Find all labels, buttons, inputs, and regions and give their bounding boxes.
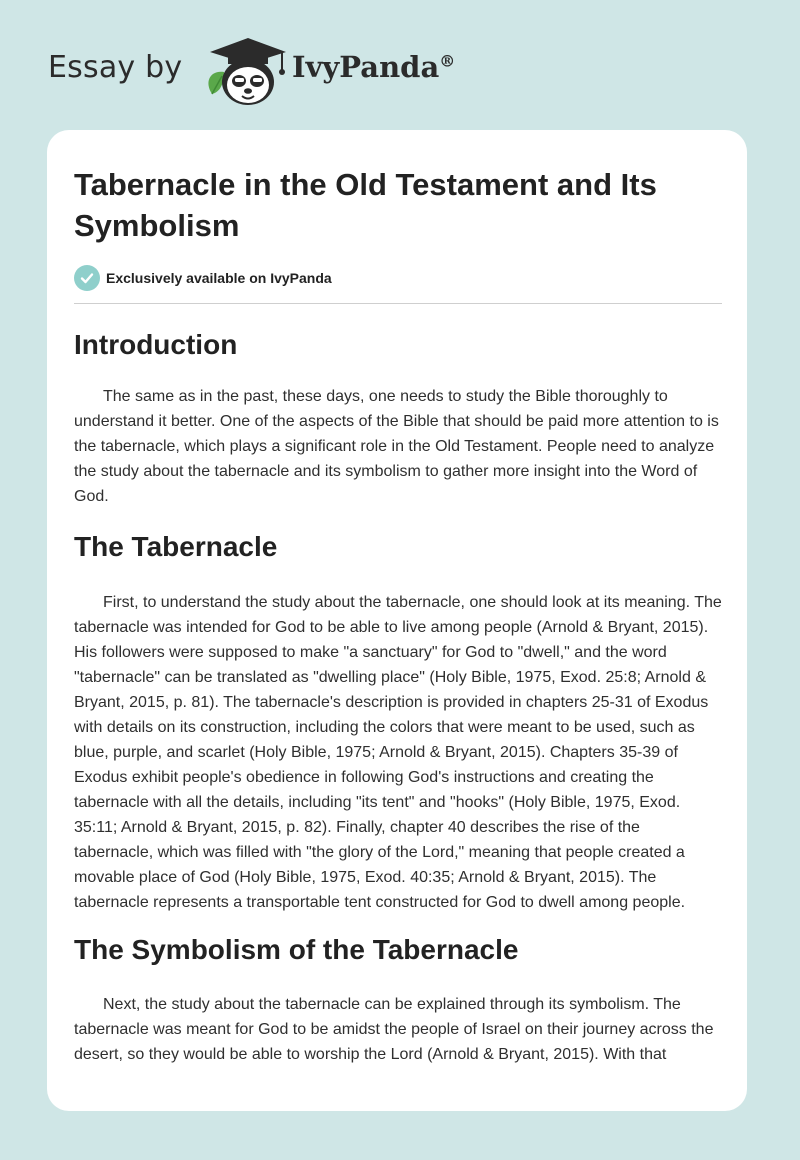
section-introduction (74, 327, 722, 509)
article-card (47, 130, 747, 1111)
paragraph: Next, the study about the tabernacle can be explained through its symbolism. The tabernacle was meant for God to be amidst the people of Israel on their journey across the desert, so they would be able to worship the Lord (Arnold & Bryant, 2015). With that (74, 996, 714, 1063)
section-heading: The Symbolism of the Tabernacle (74, 934, 519, 965)
panda-graduation-cap-icon[interactable] (202, 32, 292, 110)
section-heading: The Tabernacle (74, 531, 278, 562)
divider (74, 303, 722, 304)
essay-by-label: Essay by (48, 50, 183, 85)
section-heading: Introduction (74, 329, 238, 360)
exclusive-badge (74, 264, 722, 292)
section-the-tabernacle (74, 529, 722, 915)
article-title: Tabernacle in the Old Testament and Its Symbolism (74, 167, 657, 243)
registered-mark: ® (439, 51, 456, 71)
check-circle-icon (74, 265, 100, 291)
section-symbolism (74, 932, 722, 1067)
paragraph: The same as in the past, these days, one needs to study the Bible thoroughly to understand it better. One of the aspects of the Bible that should be paid more attention to is the tabernacle, which plays a significant role in the Old Testament. People need to analyze the study about the tabernacle and its symbolism to gather more insight into the Word of God. (74, 388, 719, 505)
site-header (48, 30, 748, 110)
brand-name[interactable]: IvyPanda® (292, 50, 456, 84)
exclusive-label: Exclusively available on IvyPanda (106, 270, 332, 286)
paragraph: First, to understand the study about the tabernacle, one should look at its meaning. The tabernacle was intended for God to be able to live among people (Arnold & Bryant, 2015). His followers were supposed to make "a sanctuary" for God to "dwell," and the word "tabernacle" can be translated as "dwelling place" (Holy Bible, 1975, Exod. 25:8; Arnold & Bryant, 2015, p. 81). The tabernacle's description is provided in chapters 25-31 of Exodus with details on its construction, including the colors that were meant to be used, such as blue, purple, and scarlet (Holy Bible, 1975; Arnold & Bryant, 2015). Chapters 35-39 of Exodus exhibit people's obedience in following God's instructions and creating the tabernacle with all the details, including "its tent" and "hooks" (Holy Bible, 1975, Exod. 35:11; Arnold & Bryant, 2015, p. 82). Finally, chapter 40 describes the rise of the tabernacle, which was filled with "the glory of the Lord," meaning that people created a movable place of God (Holy Bible, 1975, Exod. 40:35; Arnold & Bryant, 2015). The tabernacle represents a transportable tent constructed for God to dwell among people. (74, 594, 722, 911)
